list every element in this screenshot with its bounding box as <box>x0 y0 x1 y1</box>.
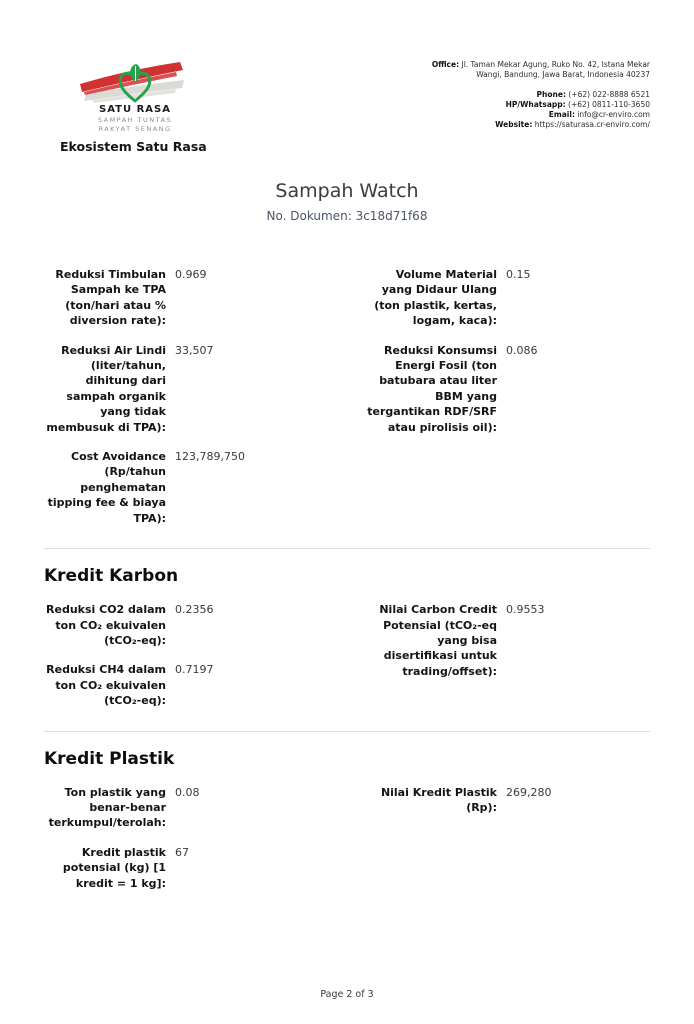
field-value: 33,507 <box>175 343 214 357</box>
document-number: No. Dokumen: 3c18d71f68 <box>266 209 428 223</box>
section-kredit-karbon <box>44 548 650 708</box>
field-value: 0.08 <box>175 785 200 799</box>
field-reduksi-timbulan <box>44 267 347 329</box>
field-reduksi-ch4 <box>44 662 347 708</box>
field-kredit-plastik-potensial <box>44 845 347 891</box>
field-nilai-carbon-credit <box>363 602 650 679</box>
field-value: 123,789,750 <box>175 450 245 464</box>
website-label: Website: <box>495 120 533 129</box>
form-content <box>0 267 694 891</box>
field-reduksi-co2 <box>44 602 347 648</box>
phone-line <box>415 90 650 100</box>
field-cost-avoidance <box>44 449 347 526</box>
whatsapp-value: (+62) 0811-110-3650 <box>565 100 650 109</box>
page-header <box>0 0 694 154</box>
satu-rasa-logo-icon <box>72 56 198 104</box>
website-value: https://saturasa.cr-enviro.com/ <box>532 120 650 129</box>
field-reduksi-energi-fosil <box>363 343 650 435</box>
field-value: 0.15 <box>506 268 531 281</box>
field-value: 67 <box>175 845 189 859</box>
field-label: Volume Material yang Didaur Ulang (ton plastik, kertas, logam, kaca): <box>374 268 497 328</box>
field-label: Nilai Carbon Credit Potensial (tCO₂-eq yang bisa disertifikasi untuk trading/offset): <box>379 603 497 678</box>
company-logo <box>60 56 210 154</box>
section-kredit-plastik <box>44 731 650 891</box>
office-label: Office: <box>431 60 460 69</box>
page-number: Page 2 of 3 <box>320 989 374 1000</box>
phone-label: Phone: <box>536 90 566 99</box>
field-label: Ton plastik yang benar-benar terkumpul/terolah: <box>48 785 166 830</box>
field-value: 269,280 <box>506 785 552 799</box>
field-nilai-kredit-plastik <box>363 785 650 816</box>
section-divider <box>44 548 650 549</box>
field-reduksi-air-lindi <box>44 343 347 435</box>
section-heading: Kredit Karbon <box>44 566 179 587</box>
field-volume-material <box>363 267 650 329</box>
field-value: 0.9553 <box>506 603 545 617</box>
contact-info <box>415 56 650 154</box>
email-line <box>415 110 650 120</box>
field-value: 0.086 <box>506 343 538 357</box>
title-block <box>0 180 694 223</box>
office-address <box>415 60 650 80</box>
field-label: Reduksi Timbulan Sampah ke TPA (ton/hari atau % diversion rate): <box>55 268 166 328</box>
logo-tagline-2: RAKYAT SENANG <box>98 125 172 133</box>
logo-tagline-1: SAMPAH TUNTAS <box>97 116 173 124</box>
section-divider <box>44 731 650 732</box>
field-label: Reduksi CH4 dalam ton CO₂ ekuivalen (tCO₂-eq): <box>46 663 166 708</box>
field-value: 0.2356 <box>175 603 214 617</box>
field-label: Nilai Kredit Plastik (Rp): <box>380 785 497 814</box>
field-label: Cost Avoidance (Rp/tahun penghematan tipping fee & biaya TPA): <box>47 450 166 525</box>
whatsapp-line <box>415 100 650 110</box>
email-label: Email: <box>548 110 575 119</box>
whatsapp-label: HP/Whatsapp: <box>505 100 566 109</box>
logo-caption: Ekosistem Satu Rasa <box>60 139 207 154</box>
field-value: 0.7197 <box>175 663 214 677</box>
website-line <box>415 120 650 130</box>
field-label: Kredit plastik potensial (kg) [1 kredit = 1 kg]: <box>62 845 166 890</box>
email-value: info@cr-enviro.com <box>574 110 650 119</box>
field-label: Reduksi Air Lindi (liter/tahun, dihitung dari sampah organik yang tidak membusuk di TPA): <box>46 343 166 434</box>
office-value: Jl. Taman Mekar Agung, Ruko No. 42, Istana Mekar Wangi, Bandung, Jawa Barat, Indonesia 40237 <box>459 60 650 79</box>
section-metrics <box>44 267 650 526</box>
section-heading: Kredit Plastik <box>44 748 175 769</box>
page-title: Sampah Watch <box>275 180 419 202</box>
phone-value: (+62) 022-8888 6521 <box>565 90 650 99</box>
field-ton-plastik <box>44 785 347 831</box>
field-value: 0.969 <box>175 268 207 281</box>
field-label: Reduksi Konsumsi Energi Fosil (ton batubara atau liter BBM yang tergantikan RDF/SRF atau pirolisis oil): <box>367 343 497 434</box>
field-label: Reduksi CO2 dalam ton CO₂ ekuivalen (tCO₂-eq): <box>46 603 166 647</box>
logo-brand-text: SATU RASA <box>99 104 171 115</box>
